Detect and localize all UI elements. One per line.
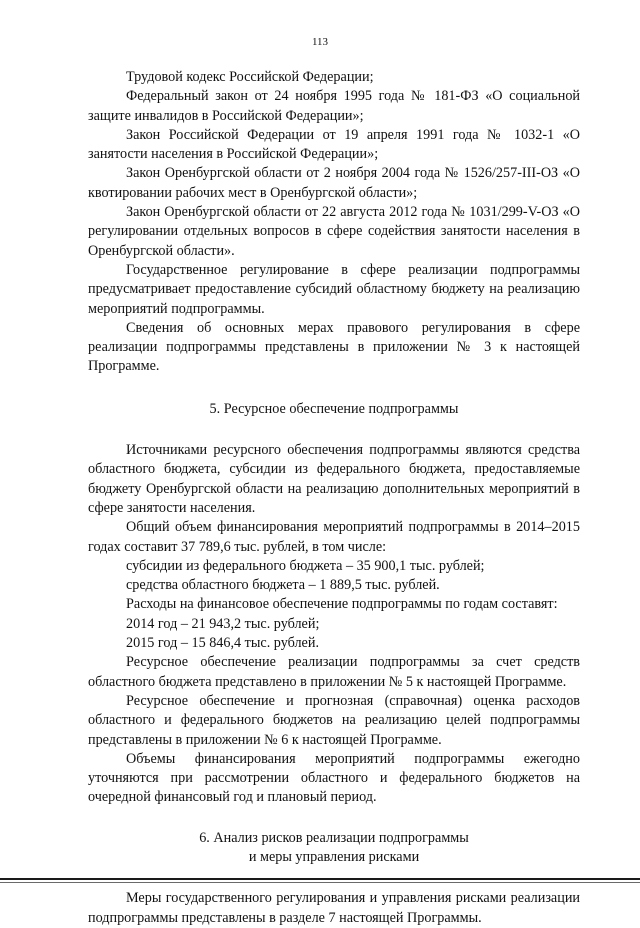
section-6-heading-line2: и меры управления рисками: [248, 848, 420, 865]
paragraph: Меры государственного регулирования и управления рисками реализации подпрограммы представлены в разделе 7 настоящей Программы.: [88, 890, 580, 926]
legal-item: Закон Российской Федерации от 19 апреля 1991 года № 1032-1 «О занятости населения в Российской Федерации»;: [88, 126, 580, 163]
paragraph: 2015 год – 15 846,4 тыс. рублей.: [126, 635, 319, 652]
legal-item: Закон Оренбургской области от 2 ноября 2004 года № 1526/257-III-ОЗ «О квотировании рабочих мест в Оренбургской области»;: [88, 165, 580, 201]
paragraph: субсидии из федерального бюджета – 35 900,1 тыс. рублей;: [126, 557, 485, 574]
page-number: 113: [311, 36, 329, 48]
paragraph: Сведения об основных мерах правового регулирования в сфере реализации подпрограммы представлены в приложении № 3 к настоящей Программе.: [88, 319, 580, 375]
legal-item: Федеральный закон от 24 ноября 1995 года № 181-ФЗ «О социальной защите инвалидов в Российской Федерации»;: [88, 88, 580, 124]
paragraph: Государственное регулирование в сфере реализации подпрограммы предусматривает предоставление субсидий областному бюджету на реализацию мероприятий подпрограммы.: [88, 261, 580, 317]
legal-item: Трудовой кодекс Российской Федерации;: [126, 69, 374, 85]
paragraph: Ресурсное обеспечение реализации подпрограммы за счет средств областного бюджета представлено в приложении № 5 к настоящей Программе.: [88, 654, 580, 690]
paragraph: Источниками ресурсного обеспечения подпрограммы являются средства областного бюджета, субсидии из федерального бюджета, предоставляемые бюджету Оренбургской области на реализацию дополнительных мероприятий в сфере занятости населения.: [88, 442, 580, 516]
section-5-heading: 5. Ресурсное обеспечение подпрограммы: [209, 400, 459, 417]
paragraph: Расходы на финансовое обеспечение подпрограммы по годам составят:: [126, 596, 558, 613]
paragraph: Общий объем финансирования мероприятий подпрограммы в 2014–2015 годах составит 37 789,6 тыс. рублей, в том числе:: [88, 519, 580, 555]
document-body: [88, 68, 580, 928]
bottom-rule: [0, 878, 640, 880]
paragraph: 2014 год – 21 943,2 тыс. рублей;: [126, 615, 320, 632]
legal-item: Закон Оренбургской области от 22 августа 2012 года № 1031/299-V-ОЗ «О регулировании отдельных вопросов в сфере содействия занятости населения в Оренбургской области».: [88, 204, 580, 259]
paragraph: Ресурсное обеспечение и прогнозная (справочная) оценка расходов областного и федерального бюджетов на реализацию целей подпрограммы представлены в приложении № 6 к настоящей Программе.: [88, 692, 580, 748]
paragraph: Объемы финансирования мероприятий подпрограммы ежегодно уточняются при рассмотрении областного и федерального бюджетов на очередной финансовый год и плановый период.: [88, 750, 580, 806]
paragraph: средства областного бюджета – 1 889,5 тыс. рублей.: [126, 577, 440, 594]
section-6-heading-line1: 6. Анализ рисков реализации подпрограммы: [199, 829, 469, 846]
bottom-rule-thin: [0, 882, 640, 883]
